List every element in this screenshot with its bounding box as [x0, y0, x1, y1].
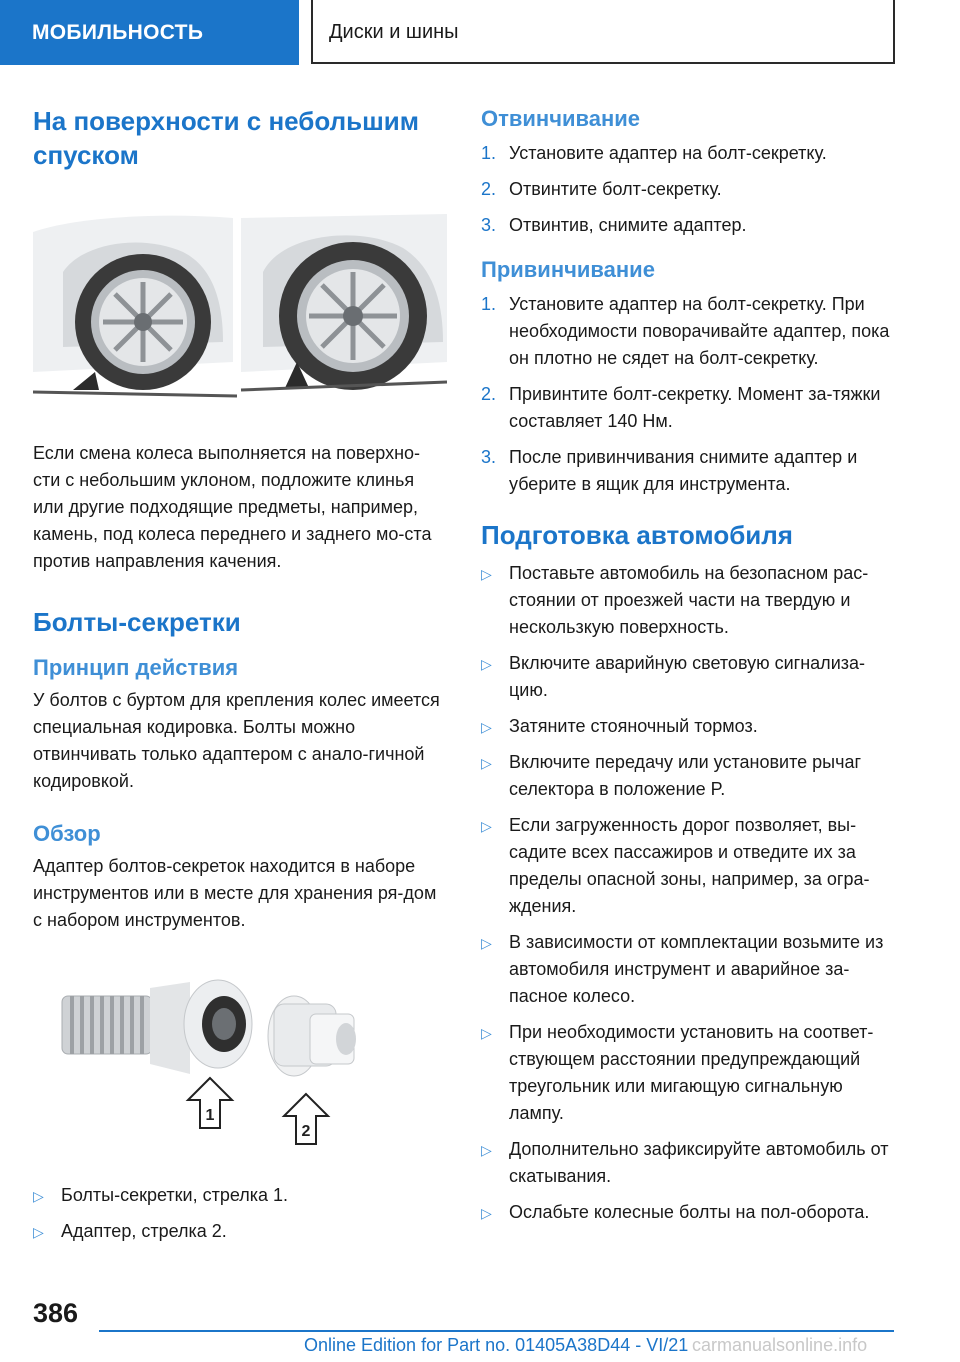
arrow-2-label: 2 [301, 1123, 311, 1140]
edition-text: Online Edition for Part no. 01405A38D44 - VI/21 [304, 1335, 689, 1355]
list-item: ▷ Дополнительно зафиксируйте автомобиль от скатывания. [481, 1139, 889, 1186]
list-item: ▷ Адаптер, стрелка 2. [33, 1218, 447, 1245]
bullet-triangle-icon: ▷ [481, 755, 492, 771]
wheel-chock-illustration [33, 212, 447, 412]
slope-heading: На поверхности с небольшим спуском [33, 106, 419, 170]
screw-heading: Привинчивание [481, 257, 655, 282]
locks-heading: Болты-секретки [33, 607, 241, 637]
arrow-1-label: 1 [205, 1107, 215, 1124]
chapter-title: Диски и шины [311, 0, 895, 64]
list-item: ▷ Болты-секретки, стрелка 1. [33, 1182, 447, 1209]
bullet-triangle-icon: ▷ [481, 719, 492, 735]
list-item: 1. Установите адаптер на болт-секретку. При необходимости поворачивайте адаптер, пока он плотно не сядет на болт-секретку. [481, 294, 890, 368]
lock-bolt-adapter-illustration [60, 978, 360, 1148]
bullet-triangle-icon: ▷ [481, 656, 492, 672]
prep-list [481, 560, 895, 1226]
principle-heading: Принцип действия [33, 655, 239, 680]
list-item: 1. Установите адаптер на болт-секретку. [481, 143, 827, 163]
bullet-triangle-icon: ▷ [481, 1025, 492, 1041]
list-item: ▷ Затяните стояночный тормоз. [481, 713, 895, 740]
slope-paragraph: Если смена колеса выполняется на поверхно-сти с небольшим уклоном, подложите клинья или другие подходящие предметы, например, камень, под колеса переднего и заднего мо-ста против направления качения. [33, 443, 432, 571]
page-number: 386 [33, 1298, 79, 1328]
list-item: 2. Отвинтите болт-секретку. [481, 179, 722, 199]
list-item: ▷ Включите аварийную световую сигнализа-цию. [481, 653, 866, 700]
bullet-triangle-icon: ▷ [481, 935, 492, 951]
unscrew-steps [481, 140, 895, 239]
list-item: ▷ Поставьте автомобиль на безопасном рас-стоянии от проезжей части на твердую и нескользкую поверхность. [481, 563, 869, 637]
list-item: ▷ При необходимости установить на соответ-ствующем расстоянии предупреждающий треугольник или мигающую сигнальную лампу. [481, 1022, 874, 1123]
footer-divider [99, 1330, 894, 1332]
bullet-triangle-icon: ▷ [33, 1188, 44, 1204]
list-item: ▷ Ослабьте колесные болты на пол-оборота. [481, 1199, 895, 1226]
bullet-triangle-icon: ▷ [481, 1142, 492, 1158]
list-item: 3. Отвинтив, снимите адаптер. [481, 215, 747, 235]
watermark: carmanualsonline.info [692, 1335, 868, 1355]
principle-paragraph: У болтов с буртом для крепления колес имеется специальная кодировка. Болты можно отвинчивать только адаптером с анало-гичной кодировкой. [33, 690, 440, 791]
bullet-triangle-icon: ▷ [33, 1224, 44, 1240]
overview-paragraph: Адаптер болтов-секреток находится в наборе инструментов или в месте для хранения ря-дом с набором инструментов. [33, 856, 437, 930]
list-item: ▷ Если загруженность дорог позволяет, вы-садите всех пассажиров и отведите их за пределы опасной зоны, например, за огра-ждения. [481, 815, 870, 916]
unscrew-heading: Отвинчивание [481, 106, 641, 131]
right-column [481, 100, 895, 1235]
bullet-triangle-icon: ▷ [481, 1205, 492, 1221]
overview-heading: Обзор [33, 821, 101, 846]
left-column [33, 100, 447, 1254]
bullet-triangle-icon: ▷ [481, 818, 492, 834]
lock-parts-list [33, 1182, 447, 1245]
screw-steps [481, 291, 895, 498]
list-item: 2. Привинтите болт-секретку. Момент за-тяжки составляет 140 Нм. [481, 384, 881, 431]
section-tab: МОБИЛЬНОСТЬ [0, 0, 299, 65]
bullet-triangle-icon: ▷ [481, 566, 492, 582]
list-item: ▷ Включите передачу или установите рычаг селектора в положение P. [481, 752, 862, 799]
prep-heading: Подготовка автомобиля [481, 520, 793, 550]
list-item: ▷ В зависимости от комплектации возьмите из автомобиля инструмент и аварийное за-пасное колесо. [481, 932, 884, 1006]
list-item: 3. После привинчивания снимите адаптер и уберите в ящик для инструмента. [481, 447, 858, 494]
